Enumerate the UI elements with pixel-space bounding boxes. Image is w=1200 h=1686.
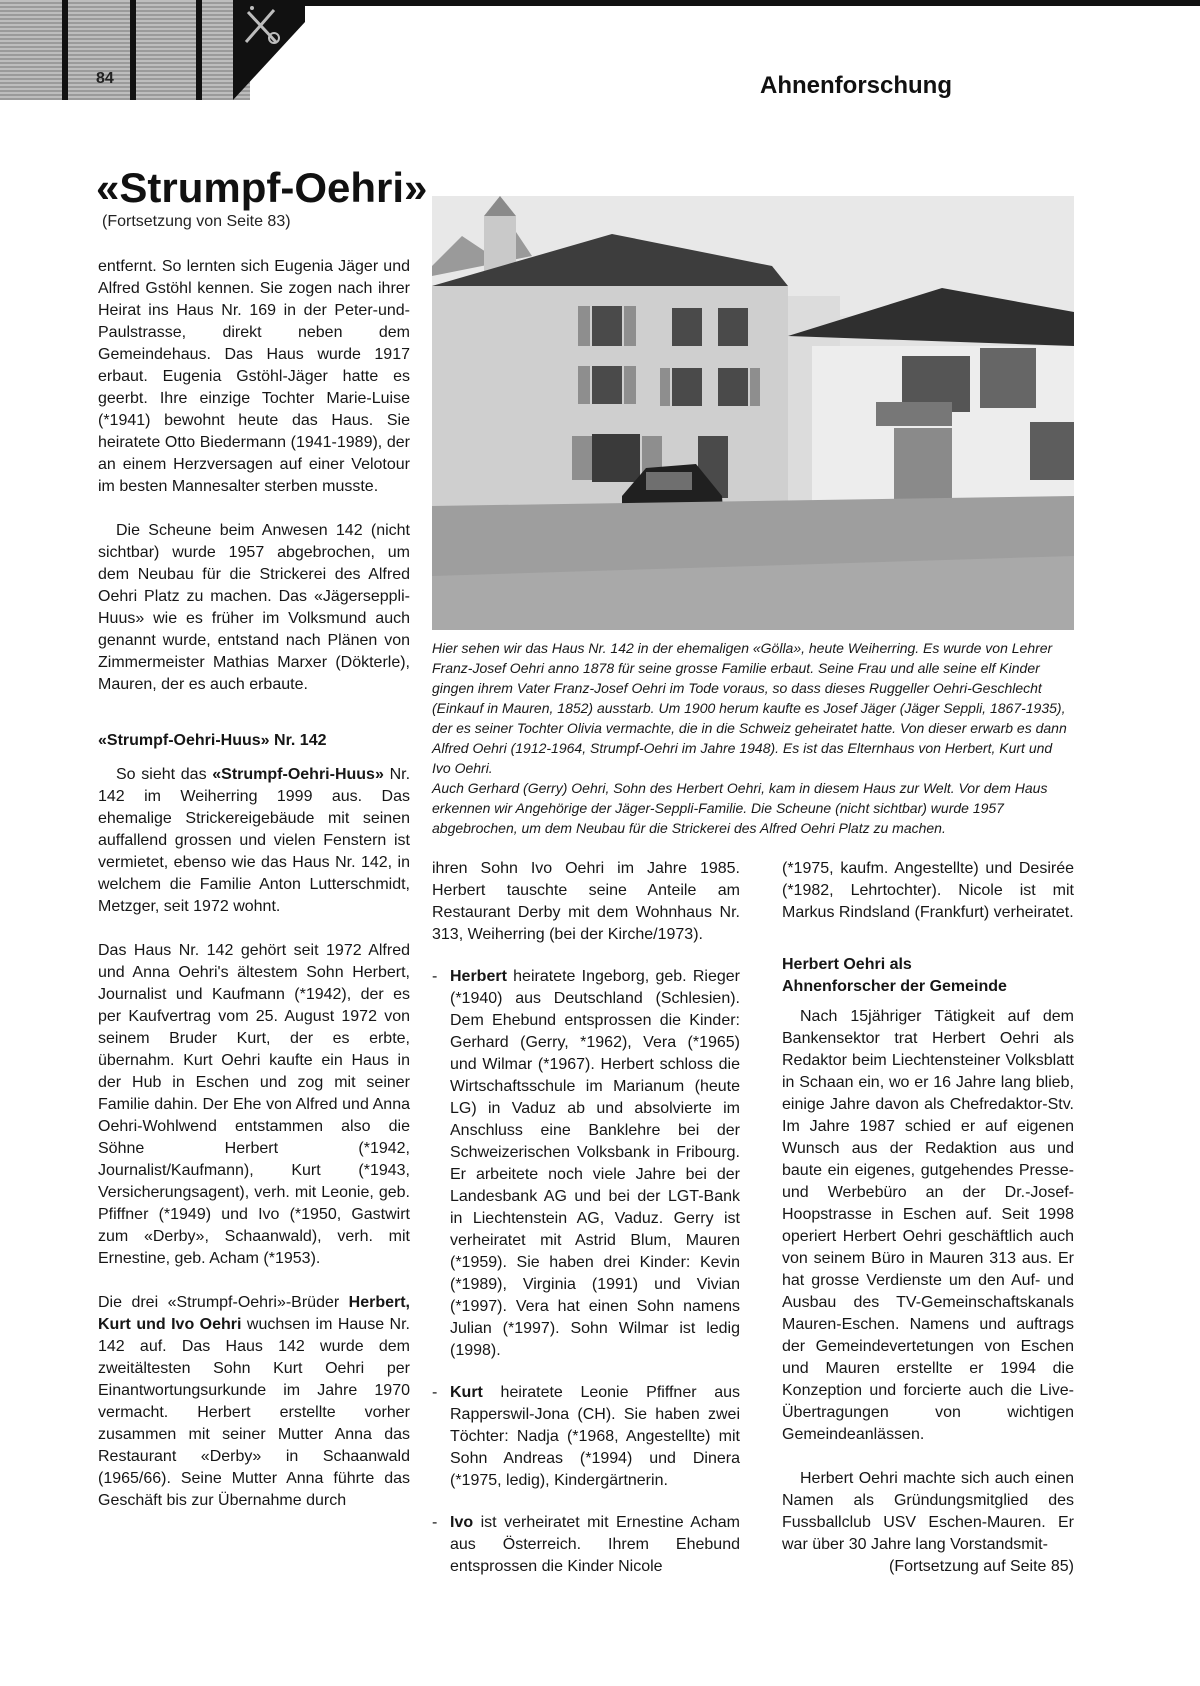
right-column xyxy=(782,858,1074,1600)
text-run-bold: Kurt xyxy=(450,1384,483,1401)
list-dash: - xyxy=(432,968,438,985)
text-run: So sieht das xyxy=(116,766,213,783)
list-item xyxy=(432,966,740,1362)
text-run-bold: Herbert xyxy=(450,968,507,985)
caption-paragraph: Auch Gerhard (Gerry) Oehri, Sohn des Herbert Oehri, kam in diesem Haus zur Welt. Vor dem Haus erkennen wir Angehörige der Jäger-Seppli-Familie. Die Scheune (nicht sichtbar) wurde 1957 abgebrochen, um dem Neubau für die Strickerei des Alfred Oehri Platz zu machen. xyxy=(432,780,1048,836)
section-heading xyxy=(782,954,1074,998)
text-run-bold: Ivo xyxy=(450,1514,474,1531)
text-run: Nr. 142 im Weiherring 1999 aus. Das ehemalige Strickereigebäude mit seinen auffallend grossen und vielen Fenstern ist vermietet, ebenso wie das Haus Nr. 142, in welchem die Familie Anton Lutterschmidt, Metzger, seit 1972 wohnt. xyxy=(98,766,411,915)
paragraph: (*1975, kaufm. Angestellte) und Desirée (*1982, Lehrtochter). Nicole ist mit Markus Rindsland (Frankfurt) verheiratet. xyxy=(782,860,1074,921)
paragraph xyxy=(98,764,410,918)
heading-line: Herbert Oehri als xyxy=(782,956,912,973)
text-run-bold: Herbert, Kurt und Ivo Oehri xyxy=(98,1294,410,1333)
text-run: ist verheiratet mit Ernestine Acham aus Österreich. Ihrem Ehebund entsprossen die Kinder Nicole xyxy=(450,1514,740,1575)
heading-line: Ahnenforscher der Gemeinde xyxy=(782,978,1007,995)
caption-paragraph: Hier sehen wir das Haus Nr. 142 in der ehemaligen «Gölla», heute Weiherring. Es wurde von Lehrer Franz-Josef Oehri anno 1878 für seine grosse Familie erbaut. Seine Frau und alle seine elf Kinder gingen ihrem Vater Franz-Josef Oehri im Tode voraus, so dass dieses Ruggeller Oehri-Geschlecht (Einkauf in Mauren, 1852) ausstarb. Um 1900 herum kaufte es Josef Jäger (Jäger Seppli, 1867-1935), der es seiner Tochter Olivia vermachte, die in die Schweiz geheiratet hatte. Von dieser erwarb es dann Alfred Oehri (1912-1964, Strumpf-Oehri im Jahre 1948). Es ist das Elternhaus von Herbert, Kurt und Ivo Oehri. xyxy=(432,640,1067,776)
paragraph: ihren Sohn Ivo Oehri im Jahre 1985. Herbert tauschte seine Anteile am Restaurant Derby mit dem Wohnhaus Nr. 313, Weiherring (bei der Kirche/1973). xyxy=(432,860,740,943)
list-item xyxy=(432,1512,740,1578)
paragraph: entfernt. So lernten sich Eugenia Jäger und Alfred Gstöhl kennen. Sie zogen nach ihrer Heirat ins Haus Nr. 169 in der Peter-und-Paulstrasse, direkt neben dem Gemeindehaus. Das Haus wurde 1917 erbaut. Eugenia Gstöhl-Jäger hatte es geerbt. Ihre einzige Tochter Marie-Luise (*1941) bewohnt heute das Haus. Sie heiratete Otto Biedermann (1941-1989), der an einem Herzversagen auf einer Velotour im besten Mannesalter sterben musste. xyxy=(98,258,410,495)
header-divider xyxy=(62,0,68,100)
text-run-bold: «Strumpf-Oehri-Huus» xyxy=(212,766,384,783)
text-run: Die drei «Strumpf-Oehri»-Brüder xyxy=(98,1294,349,1311)
text-run: heiratete Leonie Pfiffner aus Rapperswil-Jona (CH). Sie haben zwei Töchter: Nadja (*1968, Angestellte) mit Sohn Andreas (*1994) und Dinera (*1975, ledig), Kindergärtnerin. xyxy=(450,1384,740,1489)
article-subtitle: (Fortsetzung von Seite 83) xyxy=(102,213,291,230)
house-photo-illustration xyxy=(432,196,1074,630)
header-band xyxy=(0,0,250,100)
left-column xyxy=(98,256,410,1534)
paragraph: Die Scheune beim Anwesen 142 (nicht sichtbar) wurde 1957 abgebrochen, um dem Neubau für die Strickerei des Alfred Oehri Platz zu machen. Das «Jägerseppli-Huus» wie es früher im Volksmund auch genannt wurde, entstand nach Plänen von Zimmermeister Mathias Marxer (Dökterle), Mauren, der es auch erbaute. xyxy=(98,522,410,693)
paragraph: Nach 15jähriger Tätigkeit auf dem Bankensektor trat Herbert Oehri als Redaktor beim Liechtensteiner Volksblatt in Schaan ein, wo er 16 Jahre lang blieb, einige Jahre davon als Chefredaktor-Stv. Im Jahre 1987 schied er auf eigenen Wunsch aus der Redaktion aus und baute ein eigenes, gutgehendes Presse- und Werbebüro an der Dr.-Josef-Hoopstrasse in Eschen auf. Seit 1998 operiert Herbert Oehri geschäftlich auch von seinem Büro in Mauren 313 aus. Er hat grosse Verdienste um den Auf- und Ausbau des TV-Gemeinschaftskanals Mauren-Eschen. Namens und auftrags der Gemeindevertetungen von Eschen und Mauren erstellte er 1994 die Konzeption und forcierte auch die Live-Übertragungen von wichtigen Gemeindeanlässen. xyxy=(782,1008,1074,1443)
text-run: wuchsen im Hause Nr. 142 auf. Das Haus 142 wurde dem zweitältesten Sohn Kurt Oehri per Einantwortungsurkunde im Jahre 1970 vermacht. Herbert erstellte vorher zusammen mit seiner Mutter Anna das Restaurant «Derby» in Schaanwald (1965/66). Seine Mutter Anna führte das Geschäft bis zur Übernahme durch xyxy=(98,1316,410,1509)
middle-column xyxy=(432,858,740,1598)
house-photo xyxy=(432,196,1074,630)
section-heading: «Strumpf-Oehri-Huus» Nr. 142 xyxy=(98,732,327,749)
continuation-note: (Fortsetzung auf Seite 85) xyxy=(889,1558,1074,1575)
photo-caption xyxy=(432,638,1074,838)
section-title: Ahnenforschung xyxy=(760,72,952,99)
article-title: «Strumpf-Oehri» xyxy=(96,164,428,211)
list-item xyxy=(432,1382,740,1492)
paragraph xyxy=(98,1292,410,1512)
paragraph: Herbert Oehri machte sich auch einen Namen als Gründungsmitglied des Fussballclub USV Eschen-Mauren. Er war über 30 Jahre lang Vorstandsmit- xyxy=(782,1470,1074,1553)
crossed-tools-icon xyxy=(240,4,286,48)
text-run: heiratete Ingeborg, geb. Rieger (*1940) aus Deutschland (Schlesien). Dem Ehebund entsprossen die Kinder: Gerhard (Gerry, *1962), Vera (*1965) und Wilmar (*1967). Herbert schloss die Wirtschaftsschule im Marianum (heute LG) in Vaduz ab und absolvierte im Anschluss eine Banklehre bei der Schweizerischen Volksbank in Fribourg. Er arbeitete noch viele Jahre bei der Landesbank AG und bei der LGT-Bank in Liechtenstein AG, Vaduz. Gerry ist verheiratet mit Astrid Blum, Mauren (*1959). Sie haben drei Kinder: Kevin (*1989), Virginia (1991) und Vivian (*1997). Vera hat einen Sohn namens Julian (*1997). Sohn Wilmar ist ledig (1998). xyxy=(450,968,740,1359)
page-number: 84 xyxy=(96,70,114,87)
list-dash: - xyxy=(432,1384,438,1401)
header-divider xyxy=(196,0,202,100)
list-dash: - xyxy=(432,1514,438,1531)
paragraph: Das Haus Nr. 142 gehört seit 1972 Alfred und Anna Oehri's ältestem Sohn Herbert, Journalist und Kaufmann (*1942), der es per Kaufvertrag vom 25. August 1972 von seinem Bruder Kurt, der es erbte, übernahm. Kurt Oehri kaufte ein Haus in der Hub in Eschen und zog mit seiner Familie dahin. Der Ehe von Alfred und Anna Oehri-Wohlwend entstammen also die Söhne Herbert (*1942, Journalist/Kaufmann), Kurt (*1943, Versicherungsagent), verh. mit Leonie, geb. Pfiffner (*1949) und Ivo (*1950, Gastwirt zum «Derby», Schaanwald), verh. mit Ernestine, geb. Acham (*1953). xyxy=(98,942,410,1267)
header-divider xyxy=(130,0,136,100)
